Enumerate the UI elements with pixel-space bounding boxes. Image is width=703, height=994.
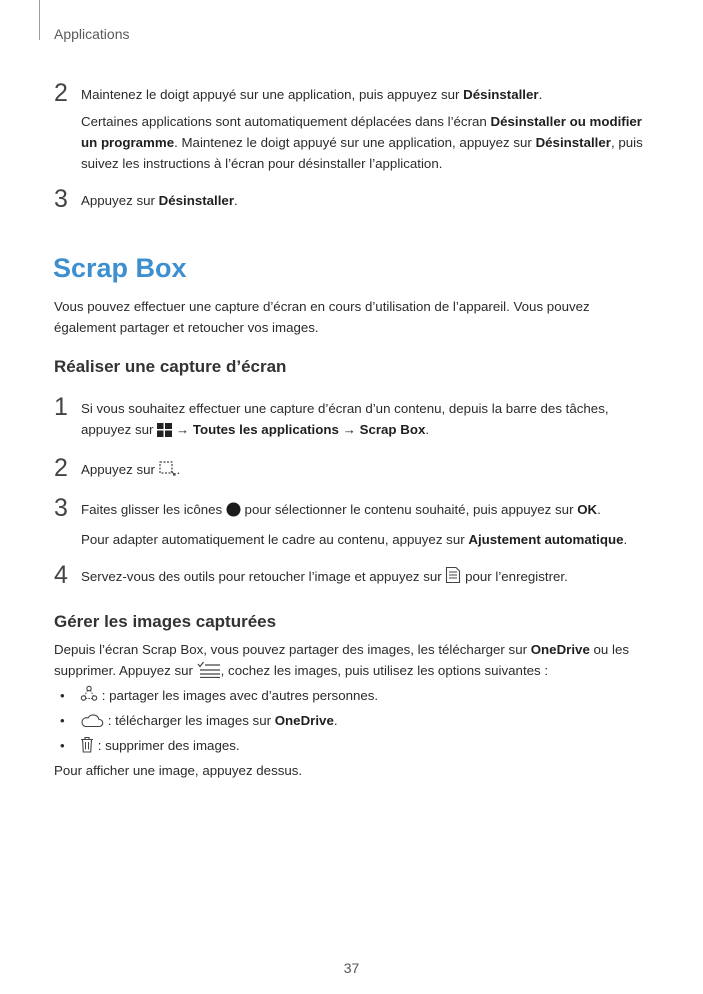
bullet: •	[60, 738, 65, 753]
scrap-capture-icon	[159, 461, 177, 483]
step-number: 3	[54, 494, 68, 522]
step-text: Maintenez le doigt appuyé sur une application, puis appuyez sur Désinstaller.	[81, 87, 543, 102]
step-text: Faites glisser les icônes pour sélectionner le contenu souhaité, puis appuyez sur OK.	[81, 499, 647, 523]
capture-step-4	[54, 561, 647, 590]
subheading-manage: Gérer les images capturées	[54, 612, 277, 631]
section-intro: Vous pouvez effectuer une capture d’écran en cours d’utilisation de l’appareil. Vous pouvez également partager et retoucher vos images.	[54, 299, 590, 335]
options-list	[54, 685, 647, 760]
save-icon	[445, 566, 461, 590]
share-icon	[80, 685, 98, 709]
bullet: •	[60, 713, 65, 728]
step-number: 2	[54, 454, 68, 482]
step-number: 3	[54, 185, 68, 213]
step-text: Si vous souhaitez effectuer une capture d’écran d’un contenu, depuis la barre des tâches, appuyez sur → Toutes les applications → Scrap Box.	[81, 398, 647, 443]
step-text: Appuyez sur Désinstaller.	[81, 193, 238, 208]
step-text: Servez-vous des outils pour retoucher l’image et appuyez sur pour l’enregistrer.	[81, 566, 647, 590]
list-item: • : télécharger les images sur OneDrive.	[54, 710, 647, 735]
capture-step-2	[54, 454, 647, 483]
windows-icon	[157, 422, 172, 443]
step-text: Appuyez sur .	[81, 459, 647, 483]
list-item: • : supprimer des images.	[54, 735, 647, 760]
manage-paragraph: Depuis l’écran Scrap Box, vous pouvez partager des images, les télécharger sur OneDrive ou les supprimer. Appuyez sur , cochez les images, puis utilisez les options suivantes :	[54, 639, 647, 684]
step-number: 1	[54, 393, 68, 421]
header-rule	[39, 0, 40, 40]
uninstall-step-3	[54, 185, 647, 213]
step-number: 4	[54, 561, 68, 589]
capture-step-1	[54, 393, 647, 443]
capture-step-3	[54, 494, 647, 550]
step-number: 2	[54, 79, 68, 107]
uninstall-step-2	[54, 79, 647, 174]
bullet: •	[60, 688, 65, 703]
section-title: Scrap Box	[53, 253, 187, 283]
step-note: Pour adapter automatiquement le cadre au contenu, appuyez sur Ajustement automatique.	[81, 532, 628, 547]
running-title: Applications	[54, 26, 130, 42]
drag-handle-dot-icon	[226, 502, 241, 523]
subheading-capture: Réaliser une capture d’écran	[54, 357, 287, 376]
page-number: 37	[343, 960, 360, 976]
view-image-note: Pour afficher une image, appuyez dessus.	[54, 763, 303, 778]
step-note: Certaines applications sont automatiquement déplacées dans l’écran Désinstaller ou modifier un programme. Maintenez le doigt appuyé sur une application, appuyez sur Désinstaller, puis suivez les instructions à l’écran pour désinstaller l’application.	[81, 114, 643, 171]
trash-icon	[80, 736, 94, 759]
list-item: • : partager les images avec d’autres personnes.	[54, 685, 647, 710]
cloud-icon	[80, 713, 104, 734]
select-list-icon	[197, 661, 221, 684]
